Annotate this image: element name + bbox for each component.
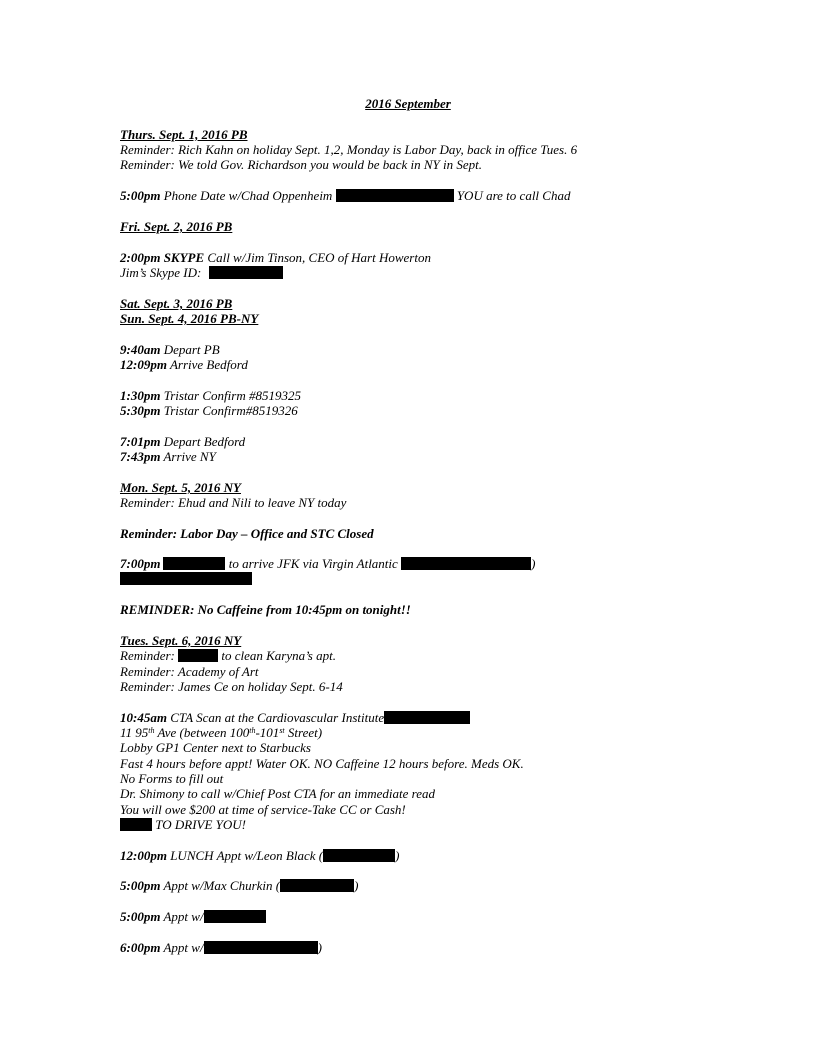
address-text: Ave (between 100 xyxy=(154,725,250,740)
entry-text: Tristar Confirm#8519326 xyxy=(163,403,298,418)
entry-time: 12:09pm xyxy=(120,357,167,372)
entry-time: 12:00pm xyxy=(120,848,167,863)
entry-text: ) xyxy=(395,848,400,863)
entry-time: 7:00pm xyxy=(120,556,161,571)
schedule-entry xyxy=(120,388,301,403)
schedule-entry xyxy=(120,250,431,265)
entry-text: LUNCH Appt w/Leon Black ( xyxy=(170,848,324,863)
entry-text: Arrive Bedford xyxy=(169,357,248,372)
entry-time: 5:00pm xyxy=(120,878,161,893)
entry-time: 10:45am xyxy=(120,710,167,725)
entry-text: ) xyxy=(531,556,536,571)
entry-text: Appt w/ xyxy=(163,909,204,924)
address-text: -101 xyxy=(255,725,280,740)
redaction-box xyxy=(336,189,454,202)
redaction-box xyxy=(204,941,318,954)
reminder-line: Reminder: James Ce on holiday Sept. 6-14 xyxy=(120,679,343,694)
schedule-entry xyxy=(120,878,358,893)
address-text: 11 95 xyxy=(120,725,149,740)
redaction-box xyxy=(204,910,266,923)
note-line: Lobby GP1 Center next to Starbucks xyxy=(120,740,311,755)
day-header-sun: Sun. Sept. 4, 2016 PB-NY xyxy=(120,311,259,326)
reminder-line xyxy=(120,648,336,663)
day-header-tue: Tues. Sept. 6, 2016 NY xyxy=(120,633,242,648)
reminder-line: Reminder: We told Gov. Richardson you would be back in NY in Sept. xyxy=(120,157,483,172)
entry-text: Depart PB xyxy=(163,342,220,357)
reminder-line: Reminder: Ehud and Nili to leave NY today xyxy=(120,495,347,510)
schedule-entry-continued xyxy=(120,571,252,586)
address-line xyxy=(120,725,322,740)
schedule-entry xyxy=(120,357,248,372)
entry-time: 5:30pm xyxy=(120,403,161,418)
entry-time: 6:00pm xyxy=(120,940,161,955)
reminder-line: Reminder: Academy of Art xyxy=(120,664,259,679)
entry-text: Appt w/ xyxy=(163,940,204,955)
entry-time: 7:01pm xyxy=(120,434,161,449)
redaction-box xyxy=(209,266,283,279)
reminder-line: Reminder: Rich Kahn on holiday Sept. 1,2, Monday is Labor Day, back in office Tues. 6 xyxy=(120,142,578,157)
schedule-entry xyxy=(120,449,216,464)
entry-time: 9:40am xyxy=(120,342,161,357)
entry-text: CTA Scan at the Cardiovascular Institute xyxy=(170,710,385,725)
redaction-box xyxy=(384,711,470,724)
redaction-box xyxy=(323,849,395,862)
note-line: Dr. Shimony to call w/Chief Post CTA for an immediate read xyxy=(120,786,436,801)
day-header-mon: Mon. Sept. 5, 2016 NY xyxy=(120,480,241,495)
entry-text: to clean Karyna’s apt. xyxy=(221,648,336,663)
ordinal-suffix: th xyxy=(148,726,155,735)
schedule-entry xyxy=(120,188,570,203)
note-line: Fast 4 hours before appt! Water OK. NO Caffeine 12 hours before. Meds OK. xyxy=(120,756,524,771)
entry-text: ) xyxy=(354,878,359,893)
schedule-entry xyxy=(120,940,322,955)
schedule-entry xyxy=(120,342,220,357)
skype-id-line xyxy=(120,265,283,280)
redaction-box xyxy=(120,572,252,585)
redaction-box xyxy=(163,557,225,570)
schedule-entry xyxy=(120,848,399,863)
entry-time: 5:00pm xyxy=(120,188,161,203)
ordinal-suffix: th xyxy=(249,726,256,735)
redaction-box xyxy=(280,879,354,892)
entry-text: TO DRIVE YOU! xyxy=(155,817,247,832)
schedule-entry xyxy=(120,710,470,725)
entry-text: Depart Bedford xyxy=(163,434,246,449)
entry-text: Arrive NY xyxy=(163,449,216,464)
schedule-entry xyxy=(120,403,298,418)
entry-text: Reminder: xyxy=(120,648,175,663)
redaction-box xyxy=(401,557,531,570)
page-title: 2016 September xyxy=(365,96,451,111)
entry-text: Jim’s Skype ID: xyxy=(120,265,202,280)
entry-text: Phone Date w/Chad Oppenheim xyxy=(163,188,333,203)
note-line: No Forms to fill out xyxy=(120,771,224,786)
reminder-line: Reminder: Labor Day – Office and STC Closed xyxy=(120,526,374,541)
day-header-fri: Fri. Sept. 2, 2016 PB xyxy=(120,219,233,234)
day-header-sat: Sat. Sept. 3, 2016 PB xyxy=(120,296,233,311)
redaction-box xyxy=(178,649,218,662)
entry-time: 5:00pm xyxy=(120,909,161,924)
note-line: You will owe $200 at time of service-Take CC or Cash! xyxy=(120,802,406,817)
note-line xyxy=(120,817,246,832)
schedule-entry xyxy=(120,434,245,449)
entry-time: 7:43pm xyxy=(120,449,161,464)
schedule-entry xyxy=(120,909,266,924)
entry-text: ) xyxy=(317,940,322,955)
entry-text: Call w/Jim Tinson, CEO of Hart Howerton xyxy=(207,250,431,265)
schedule-entry xyxy=(120,556,535,571)
reminder-line: REMINDER: No Caffeine from 10:45pm on tonight!! xyxy=(120,602,411,617)
redaction-box xyxy=(120,818,152,831)
entry-text: YOU are to call Chad xyxy=(456,188,571,203)
entry-time: 1:30pm xyxy=(120,388,161,403)
ordinal-suffix: st xyxy=(279,726,285,735)
entry-time: 2:00pm SKYPE xyxy=(120,250,205,265)
entry-text: Tristar Confirm #8519325 xyxy=(163,388,301,403)
entry-text: to arrive JFK via Virgin Atlantic xyxy=(228,556,398,571)
address-text: Street) xyxy=(284,725,323,740)
day-header-thu: Thurs. Sept. 1, 2016 PB xyxy=(120,127,248,142)
entry-text: Appt w/Max Churkin ( xyxy=(163,878,281,893)
